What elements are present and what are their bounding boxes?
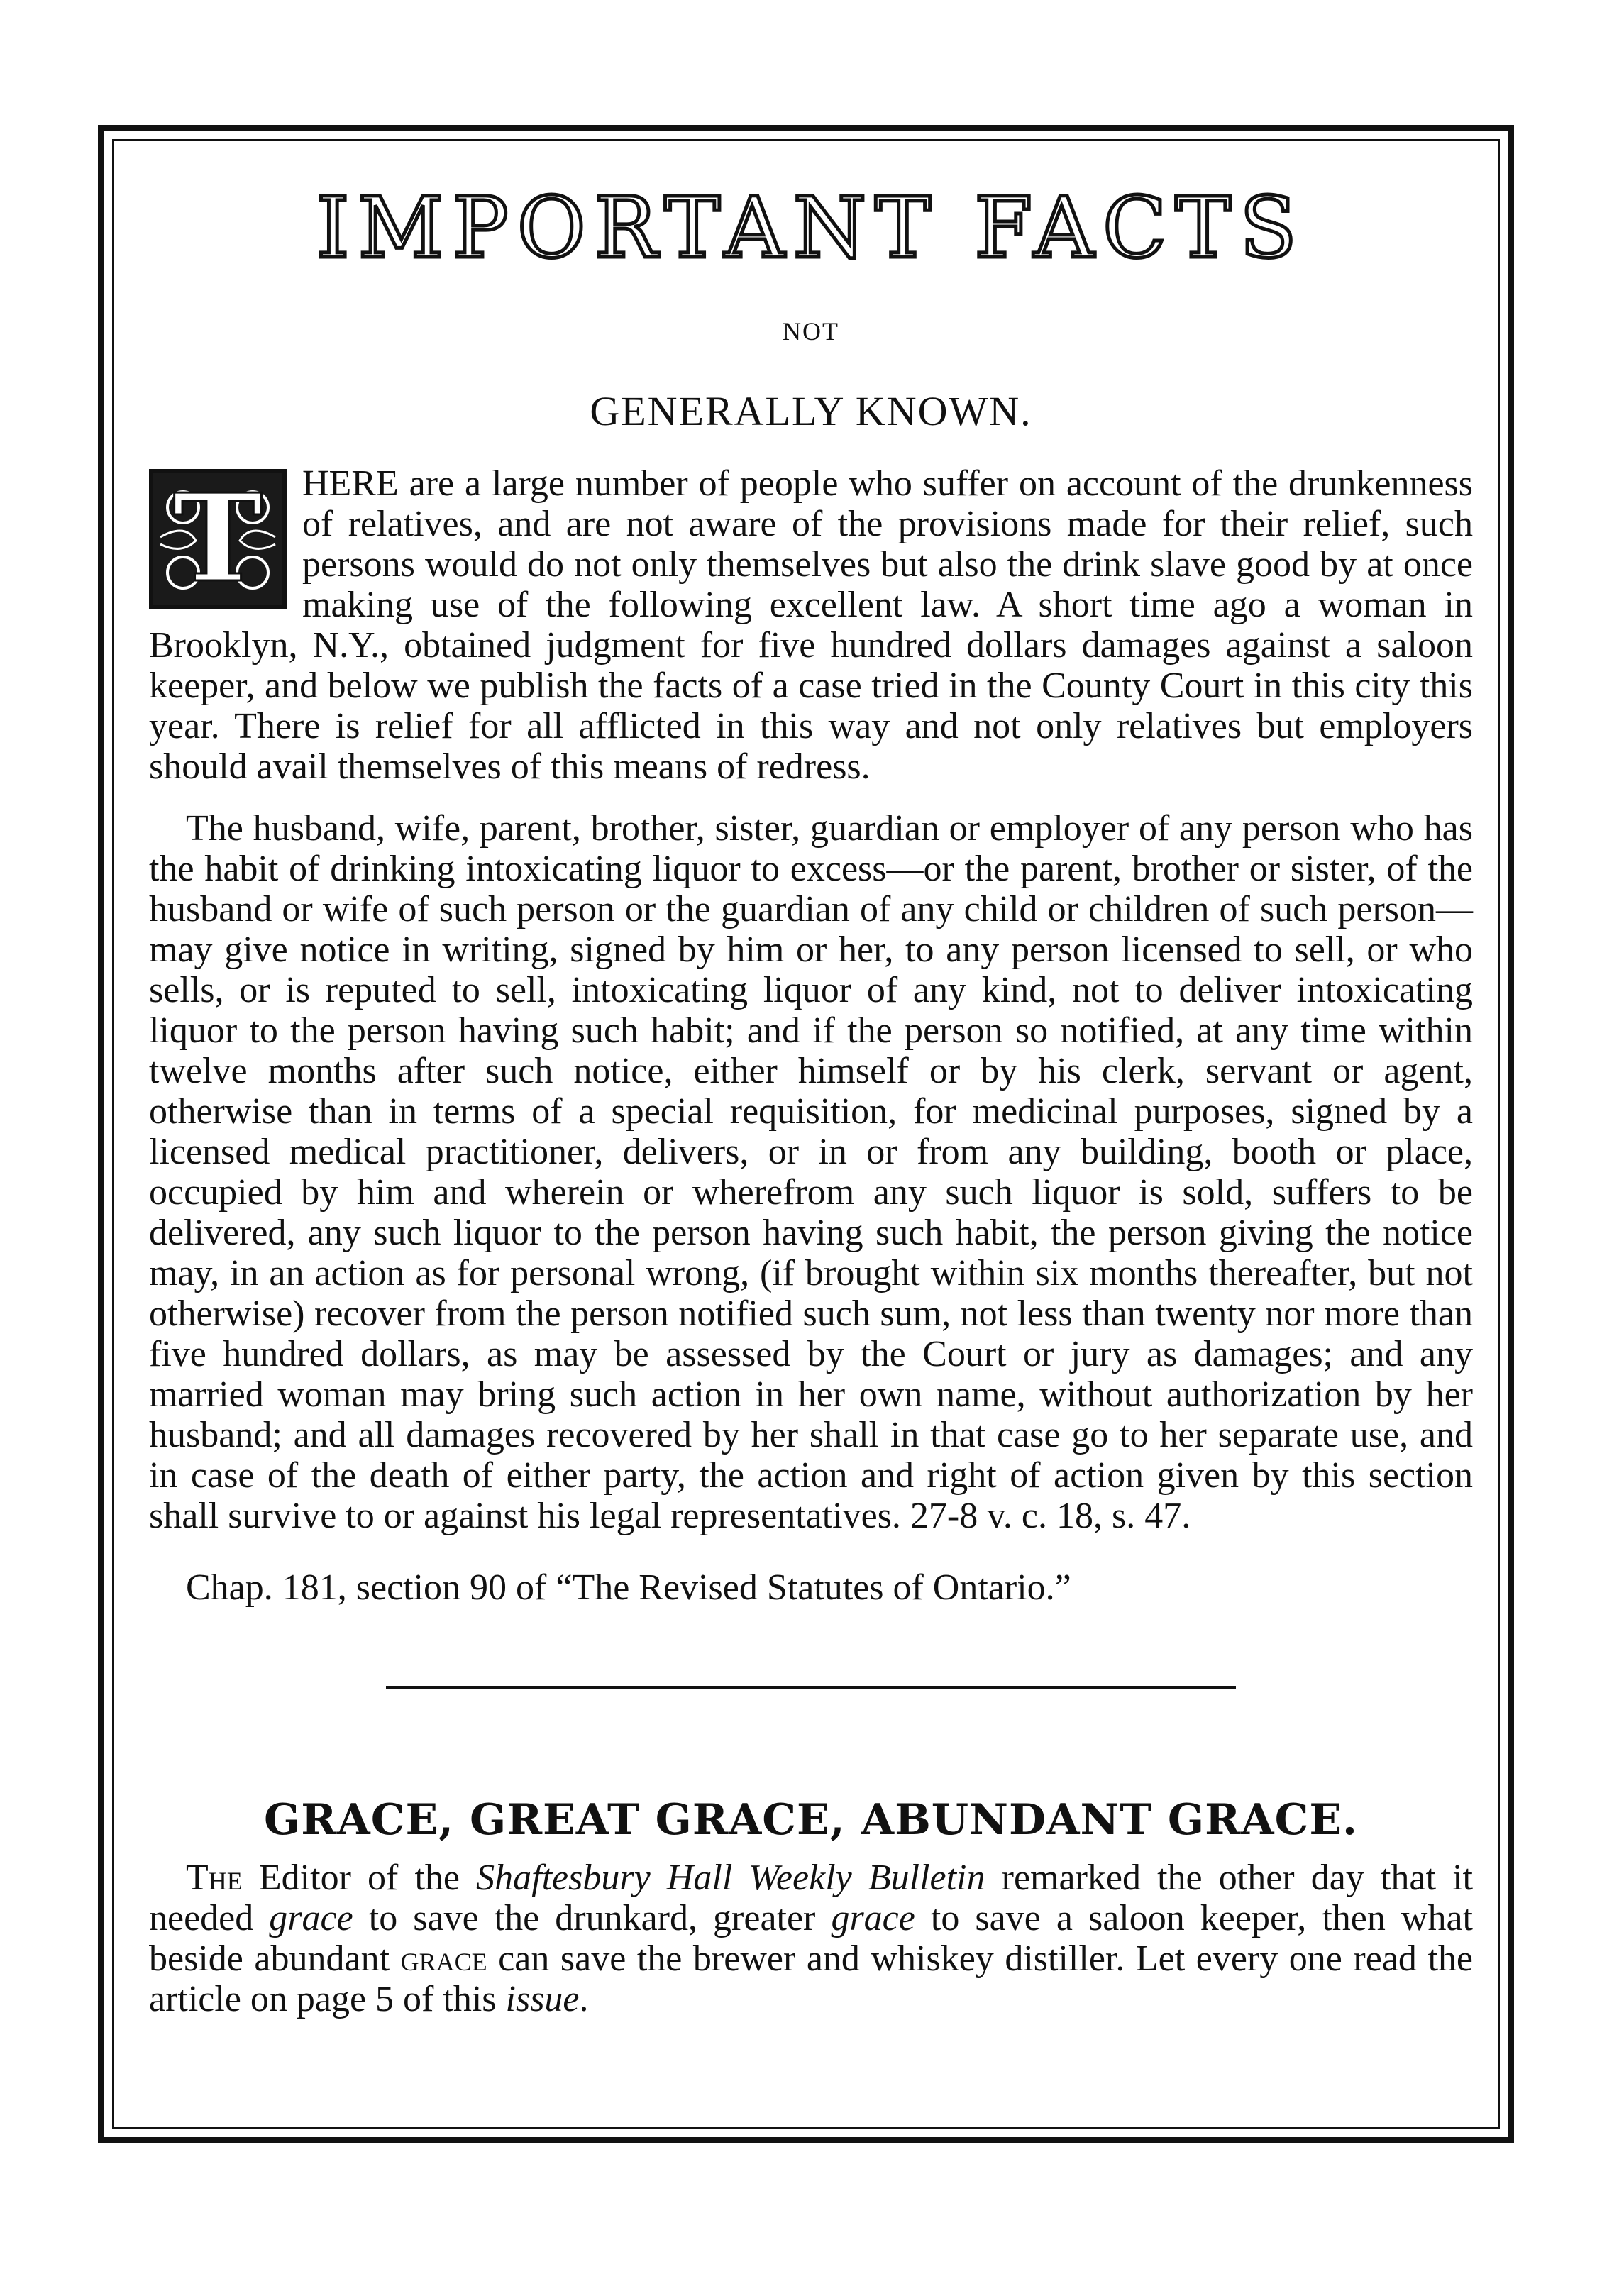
first-word: HERE bbox=[302, 463, 399, 504]
subtitle-small: NOT bbox=[783, 316, 839, 346]
intro-text: are a large number of people who suffer on account of the drunkenness of relatives, and are not aware of the provisions made for their relief, such persons would do not only themselves but also the drink slave good by at once making use of the following excellent law. A short time ago a woman in Brooklyn, N.Y., obtained judgment for five hundred dollars damages against a saloon keeper, and below we publish the facts of a case tried in the County Court in this city this year. There is relief for all afflicted in this way and not only relatives but employers should avail themselves of this means of redress. bbox=[149, 463, 1473, 787]
grace-text: . bbox=[579, 1978, 589, 2019]
grace-text: can save the brewer and whiskey distiller. Let every one read the article on page 5 of this bbox=[149, 1938, 1473, 2019]
grace-paragraph bbox=[149, 1858, 1473, 2019]
initial-letter: T bbox=[172, 468, 263, 610]
emphasis: grace bbox=[400, 1938, 487, 1979]
grace-text: remarked the other day that it needed bbox=[149, 1857, 1473, 1938]
grace-text: to save the drunkard, greater bbox=[353, 1897, 832, 1938]
statute-paragraph: The husband, wife, parent, brother, sister, guardian or employer of any person who has the habit of drinking intoxicating liquor to excess—or the parent, brother or sister, of the husband or wife of such person or the guardian of any child or children of such person—may give notice in writing, signed by him or her, to any person licensed to sell, or who sells, or is reputed to sell, intoxicating liquor of any kind, not to deliver intoxicating liquor to the person having such habit; and if the person so notified, at any time within twelve months after such notice, either himself or by his clerk, servant or agent, otherwise than in terms of a special requisition, for medicinal purposes, signed by a licensed medical practitioner, delivers, or in or from any building, booth or place, occupied by him and wherein or wherefrom any such liquor is sold, suffers to be delivered, any such liquor to the person having such habit, the person giving the notice may, in an action as for personal wrong, (if brought within six months thereafter, but not otherwise) recover from the person notified such sum, not less than twenty nor more than five hundred dollars, as may be assessed by the Court or jury as damages; and any married woman may bring such action in her own name, without authorization by her husband; and all damages recovered by her shall in that case go to her separate use, and in case of the death of either party, the action and right of action given by this section shall survive to or against his legal representatives. 27-8 v. c. 18, s. 47. bbox=[149, 807, 1473, 1536]
publication-title: Shaftesbury Hall Weekly Bulletin bbox=[476, 1857, 985, 1898]
intro-paragraph bbox=[149, 463, 1473, 787]
emphasis: issue bbox=[505, 1978, 580, 2019]
emphasis: grace bbox=[269, 1897, 353, 1938]
grace-text: Editor of the bbox=[242, 1857, 477, 1898]
section-divider bbox=[386, 1686, 1236, 1689]
emphasis: grace bbox=[831, 1897, 915, 1938]
section-heading: GRACE, GREAT GRACE, ABUNDANT GRACE. bbox=[264, 1794, 1358, 1845]
article bbox=[149, 170, 1473, 2019]
statute-citation: Chap. 181, section 90 of “The Revised Statutes of Ontario.” bbox=[186, 1567, 1071, 1608]
page-title: IMPORTANT FACTS bbox=[316, 179, 1305, 277]
subtitle: GENERALLY KNOWN. bbox=[590, 387, 1032, 434]
grace-text: to save a saloon keeper, then what beside abundant bbox=[149, 1897, 1473, 1979]
grace-text: The bbox=[186, 1857, 243, 1898]
ornamental-initial bbox=[149, 469, 287, 609]
